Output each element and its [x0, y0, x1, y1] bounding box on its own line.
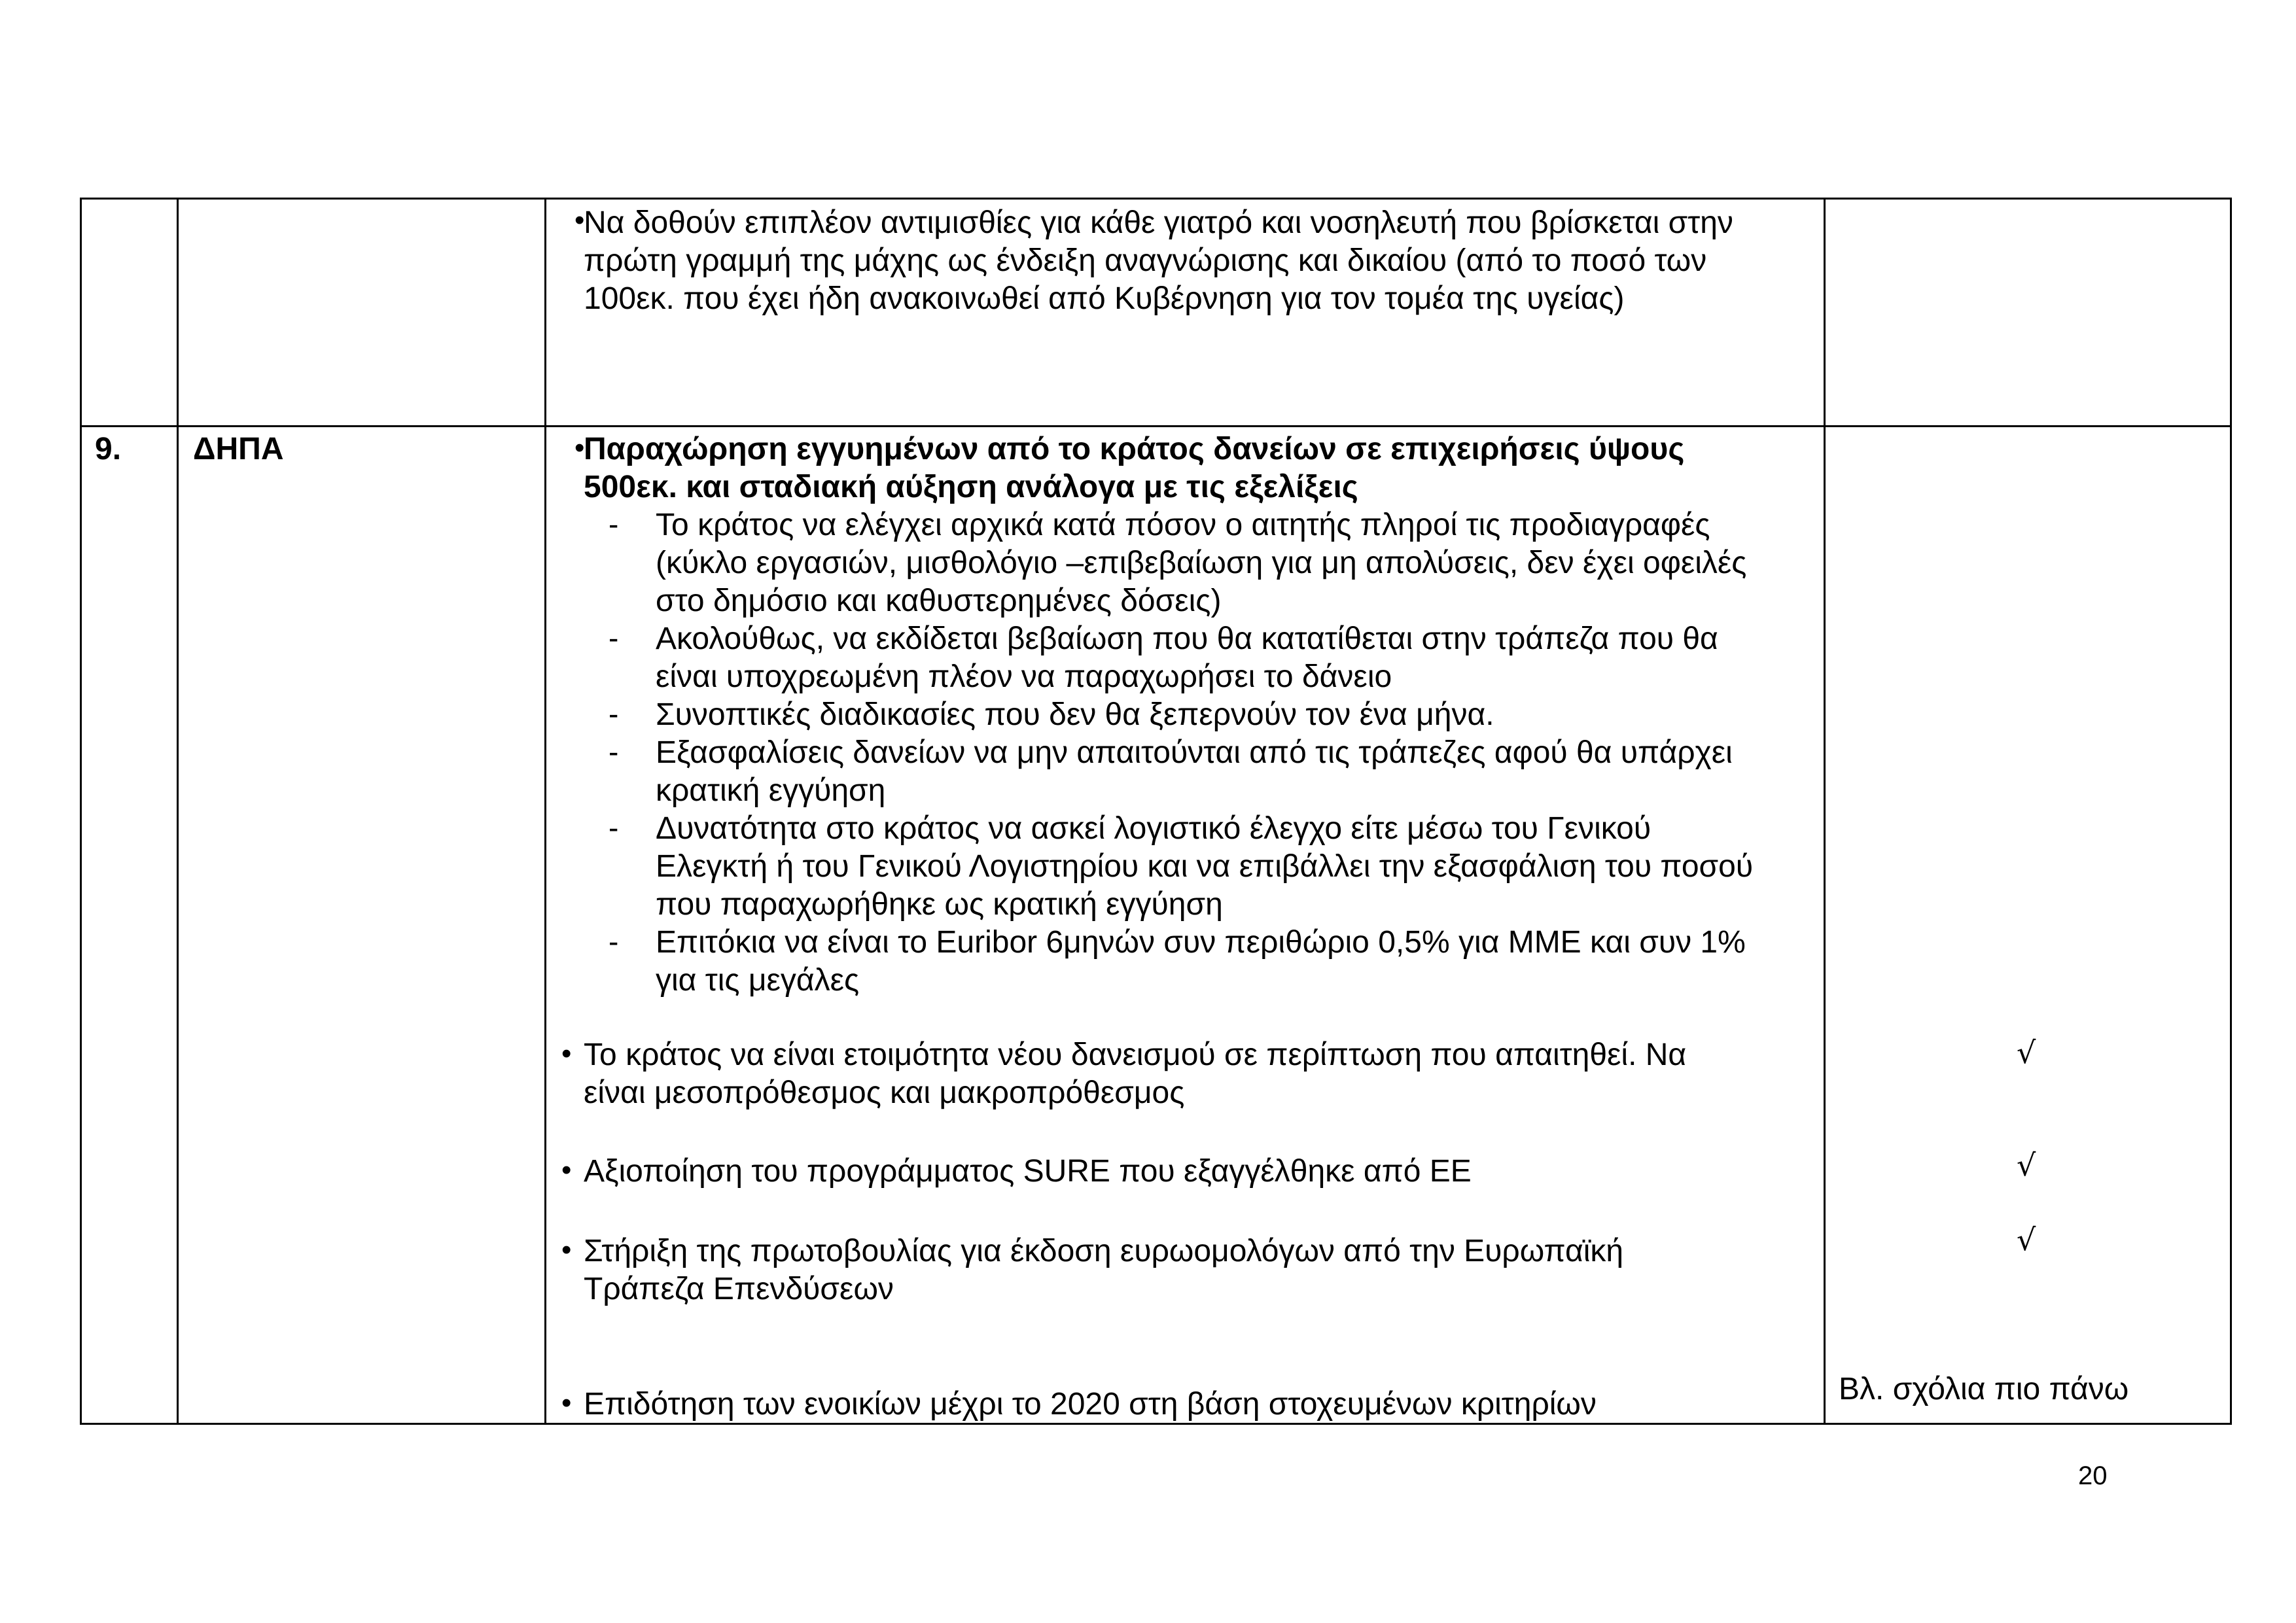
sub-item-line: κρατική εγγύηση [656, 773, 886, 808]
bullet-icon: • [561, 1234, 572, 1266]
main-proposal-line: Παραχώρηση εγγυημένων από το κράτος δανείων σε επιχειρήσεις ύψους [584, 432, 1685, 466]
table-border-right [2230, 198, 2232, 1425]
sub-item-line: Συνοπτικές διαδικασίες που δεν θα ξεπερνούν τον ένα μήνα. [656, 697, 1494, 732]
checkmark-icon: √ [2017, 1222, 2036, 1257]
page-number: 20 [2078, 1461, 2108, 1490]
checkmark-icon: √ [2017, 1035, 2036, 1070]
proposal-line: Επιδότηση των ενοικίων μέχρι το 2020 στη βάση στοχευμένων κριτηρίων [584, 1387, 1597, 1422]
sub-item-line: Δυνατότητα στο κράτος να ασκεί λογιστικό έλεγχο είτε μέσω του Γενικού [656, 811, 1651, 846]
proposal-line: Τράπεζα Επενδύσεων [584, 1272, 894, 1306]
sub-item-line: στο δημόσιο και καθυστερημένες δόσεις) [656, 584, 1222, 618]
bullet-icon: • [561, 1154, 572, 1186]
comment-text: Βλ. σχόλια πιο πάνω [1839, 1372, 2129, 1406]
sub-item-line: Ακολούθως, να εκδίδεται βεβαίωση που θα κατατίθεται στην τράπεζα που θα [656, 621, 1718, 656]
dash-marker: - [609, 811, 619, 845]
row-number: 9. [95, 432, 122, 466]
bullet-icon: • [561, 1038, 572, 1070]
sub-item-line: (κύκλο εργασιών, μισθολόγιο –επιβεβαίωση για μη απολύσεις, δεν έχει οφειλές [656, 546, 1747, 580]
proposal-line: Αξιοποίηση του προγράμματος SURE που εξαγγέλθηκε από ΕΕ [584, 1154, 1472, 1189]
sub-item-line: που παραχωρήθηκε ως κρατική εγγύηση [656, 887, 1223, 922]
sub-item-line: Το κράτος να ελέγχει αρχικά κατά πόσον ο αιτητής πληροί τις προδιαγραφές [656, 508, 1710, 542]
dash-marker: - [609, 697, 619, 731]
main-proposal-line: 500εκ. και σταδιακή αύξηση ανάλογα με τις εξελίξεις [584, 470, 1358, 504]
table-border-left [80, 198, 82, 1425]
bullet-icon: • [561, 1387, 572, 1419]
dash-marker: - [609, 507, 619, 541]
column-divider [177, 198, 179, 1425]
proposal-line: Να δοθούν επιπλέον αντιμισθίες για κάθε γιατρό και νοσηλευτή που βρίσκεται στην [584, 205, 1733, 240]
proposal-line: 100εκ. που έχει ήδη ανακοινωθεί από Κυβέρνηση για τον τομέα της υγείας) [584, 281, 1625, 316]
dash-marker: - [609, 735, 619, 769]
bullet-icon: • [574, 432, 585, 464]
sub-item-line: Ελεγκτή ή του Γενικού Λογιστηρίου και να επιβάλλει την εξασφάλιση του ποσού [656, 849, 1754, 884]
table-border-top [80, 198, 2232, 200]
organization-name: ΔΗΠΑ [193, 432, 284, 466]
proposal-line: Στήριξη της πρωτοβουλίας για έκδοση ευρωομολόγων από την Ευρωπαϊκή [584, 1234, 1624, 1268]
column-divider [1824, 198, 1826, 1425]
dash-marker: - [609, 621, 619, 655]
sub-item-line: είναι υποχρεωμένη πλέον να παραχωρήσει το δάνειο [656, 659, 1392, 694]
sub-item-line: Επιτόκια να είναι το Euribor 6μηνών συν περιθώριο 0,5% για ΜΜΕ και συν 1% [656, 925, 1746, 960]
proposal-line: πρώτη γραμμή της μάχης ως ένδειξη αναγνώρισης και δικαίου (από το ποσό των [584, 243, 1707, 278]
bullet-icon: • [574, 204, 585, 236]
proposal-line: είναι μεσοπρόθεσμος και μακροπρόθεσμος [584, 1075, 1185, 1110]
table-row-divider [80, 425, 2232, 427]
dash-marker: - [609, 924, 619, 958]
sub-item-line: για τις μεγάλες [656, 963, 860, 998]
column-divider [544, 198, 546, 1425]
sub-item-line: Εξασφαλίσεις δανείων να μην απαιτούνται από τις τράπεζες αφού θα υπάρχει [656, 735, 1733, 770]
proposal-line: Το κράτος να είναι ετοιμότητα νέου δανεισμού σε περίπτωση που απαιτηθεί. Να [584, 1038, 1687, 1072]
checkmark-icon: √ [2017, 1147, 2036, 1183]
